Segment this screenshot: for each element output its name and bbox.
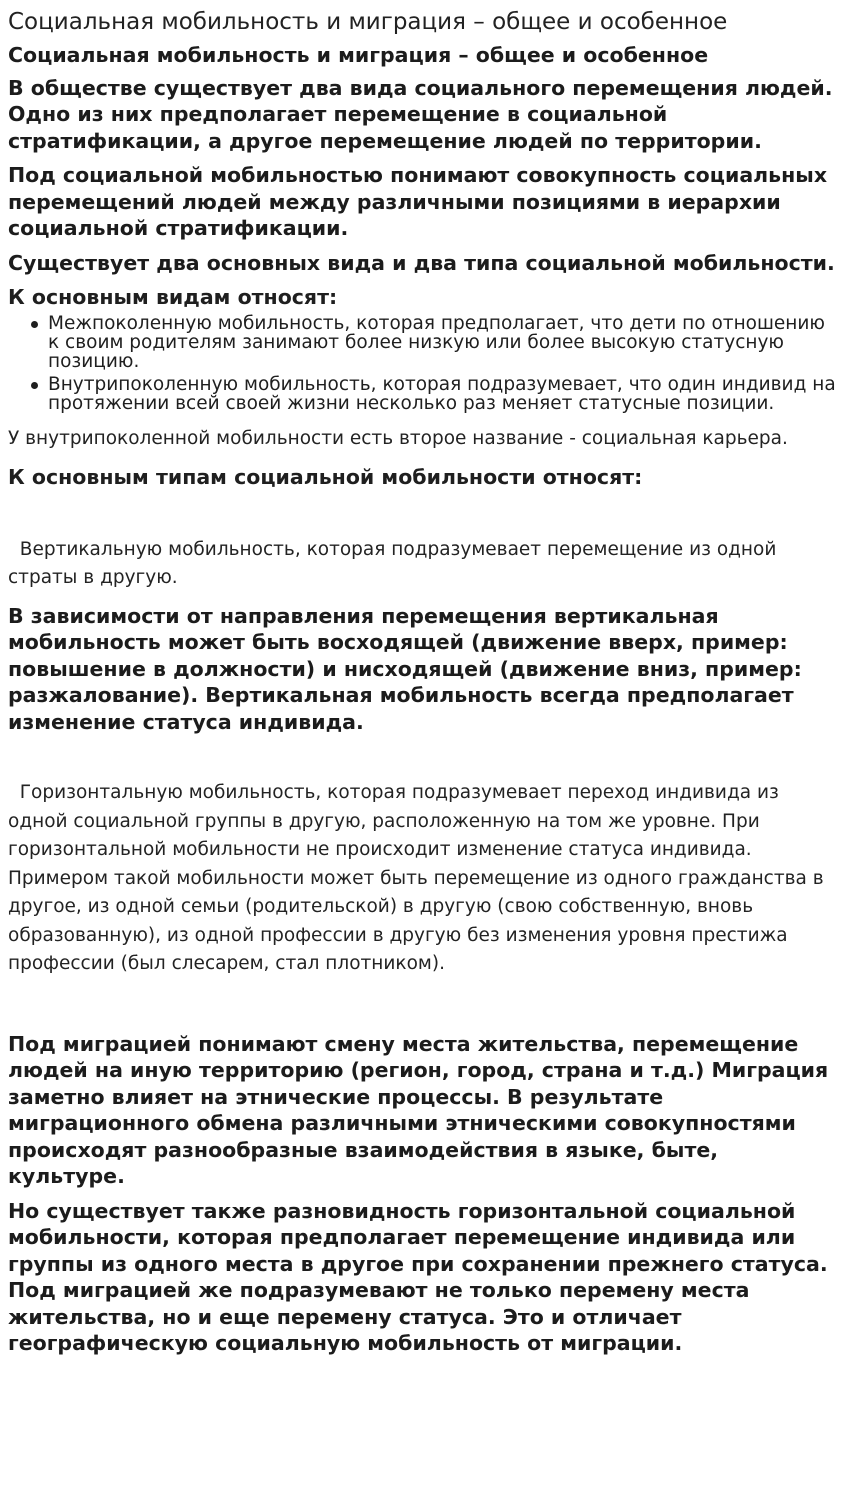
list-item: Внутрипоколенную мобильность, которая подразумевает, что один индивид на протяжении всей своей жизни несколько раз меняет статусные позиции. [48, 375, 839, 413]
horizontal-mobility-paragraph [8, 779, 839, 979]
page-title: Социальная мобильность и миграция – общее и особенное [8, 9, 728, 35]
career-note: У внутрипоколенной мобильности есть второе название - социальная карьера. [8, 428, 788, 449]
kinds-heading: К основным видам относят: [8, 285, 338, 309]
kinds-list [8, 314, 839, 413]
conclusion-paragraph: Но существует также разновидность горизонтальной социальной мобильности, которая предполагает перемещение индивида или группы из одного места в другое при сохранении прежнего статуса. Под миграцией же подразумевают не только перемену места жительства, но и еще перемену статуса. Это и отличает географическую социальную мобильность от миграции. [8, 1198, 828, 1355]
list-item: Межпоколенную мобильность, которая предполагает, что дети по отношению к своим родителям занимают более низкую или более высокую статусную позицию. [48, 314, 839, 371]
vertical-detail-paragraph: В зависимости от направления перемещения вертикальная мобильность может быть восходящей (движение вверх, пример: повышение в должности) и нисходящей (движение вниз, пример: разжалование). Вертикальная мобильность всегда предполагает изменение статуса индивида. [8, 603, 802, 734]
vertical-mobility-paragraph [8, 536, 839, 593]
vertical-mobility-text: Вертикальную мобильность, которая подразумевает перемещение из одной страты в другую. [8, 538, 777, 588]
migration-paragraph: Под миграцией понимают смену места жительства, перемещение людей на иную территорию (регион, город, страна и т.д.) Миграция заметно влияет на этнические процессы. В результате миграционного обмена различными этническими совокупностями происходят разнообразные взаимодействия в языке, быте, культуре. [8, 1031, 829, 1188]
intro-paragraph: В обществе существует два вида социального перемещения людей. Одно из них предполагает перемещение в социальной стратификации, а другое перемещение людей по территории. [8, 75, 833, 153]
types-overview-paragraph: Существует два основных вида и два типа социальной мобильности. [8, 250, 835, 275]
types-heading: К основным типам социальной мобильности относят: [8, 464, 643, 489]
horizontal-mobility-text: Горизонтальную мобильность, которая подразумевает переход индивида из одной социальной группы в другую, расположенную на том же уровне. При горизонтальной мобильности не происходит изменение статуса индивида. Примером такой мобильности может быть перемещение из одного гражданства в другое, из одной семьи (родительской) в другую (свою собственную, вновь образованную), из одной профессии в другую без изменения уровня престижа профессии (был слесарем, стал плотником). [8, 782, 824, 974]
article-subtitle: Социальная мобильность и миграция – общее и особенное [8, 43, 709, 67]
definition-paragraph: Под социальной мобильностью понимают совокупность социальных перемещений людей между различными позициями в иерархии социальной стратификации. [8, 163, 828, 240]
